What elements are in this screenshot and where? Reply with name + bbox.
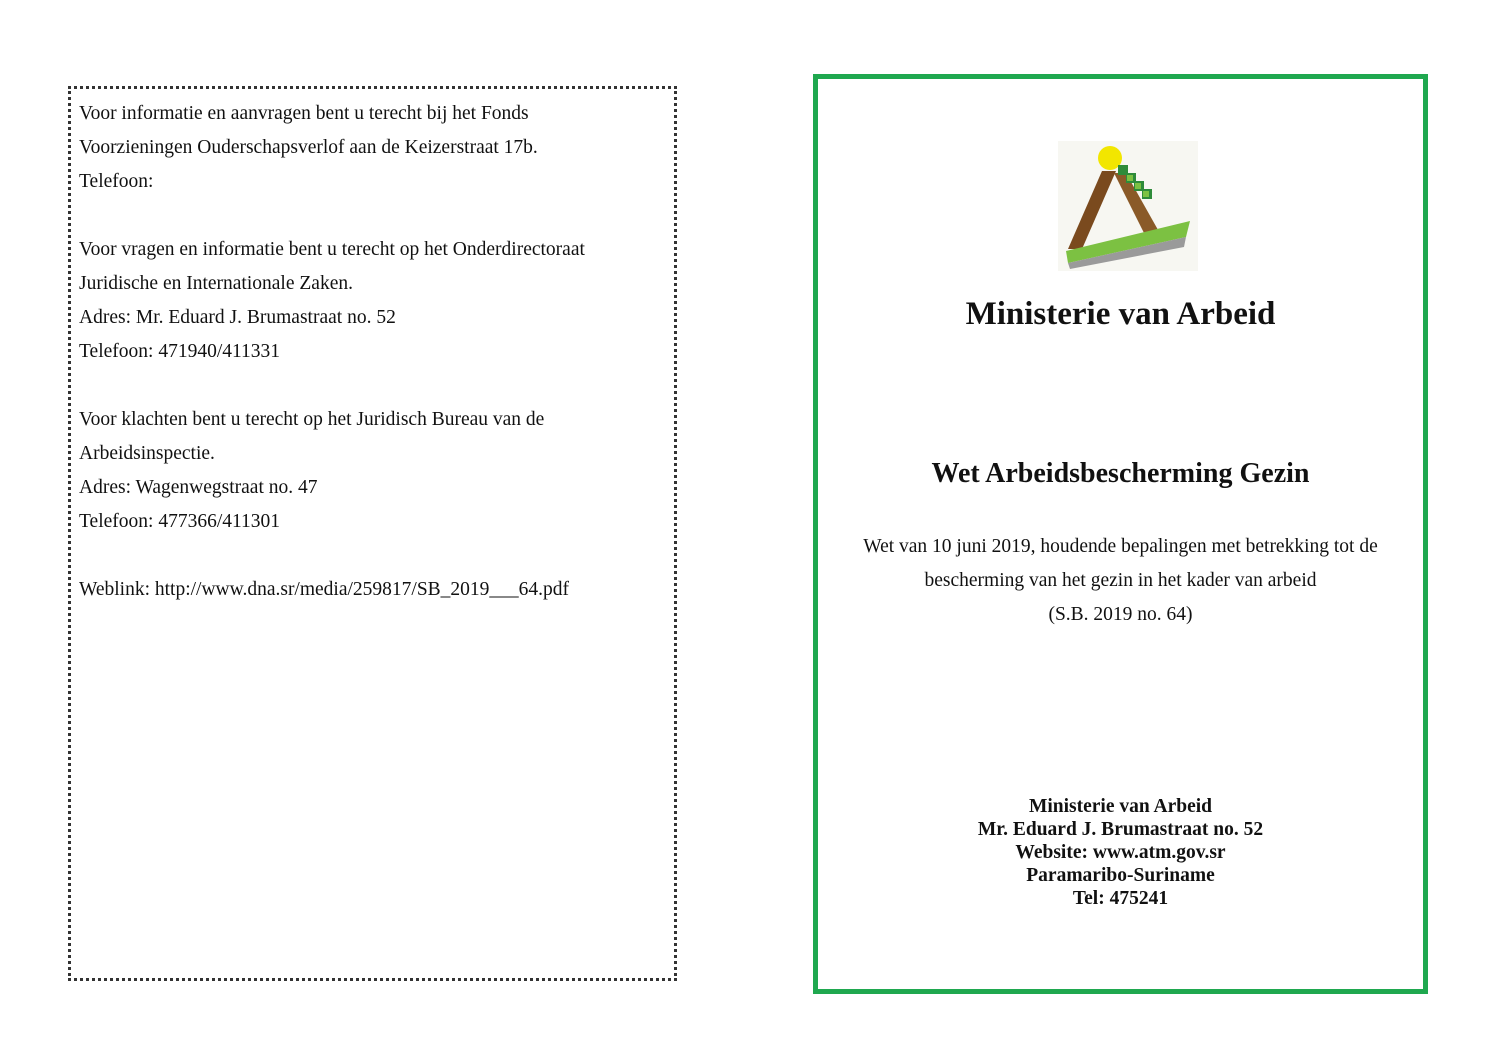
contact-block	[818, 795, 1423, 910]
weblink[interactable]: Weblink: http://www.dna.sr/media/259817/SB_2019___64.pdf	[79, 579, 570, 600]
law-description	[818, 530, 1423, 632]
contact-city: Paramaribo-Suriname	[1026, 865, 1215, 886]
info-line: Telefoon:	[79, 171, 154, 192]
info-block-klachten	[79, 403, 666, 539]
info-line: Telefoon: 471940/411331	[79, 341, 281, 362]
info-line: Arbeidsinspectie.	[79, 443, 215, 464]
info-line: Voor informatie en aanvragen bent u terecht bij het Fonds	[79, 103, 529, 124]
info-block-onderdirectoraat	[79, 233, 666, 369]
ministry-title: Ministerie van Arbeid	[965, 296, 1276, 332]
law-title: Wet Arbeidsbescherming Gezin	[931, 458, 1310, 489]
law-reference: (S.B. 2019 no. 64)	[1048, 604, 1193, 625]
law-description-line: Wet van 10 juni 2019, houdende bepalingen met betrekking tot de	[863, 536, 1378, 557]
info-block-weblink	[79, 573, 666, 607]
info-line: Voorzieningen Ouderschapsverlof aan de Keizerstraat 17b.	[79, 137, 538, 158]
info-line: Voor klachten bent u terecht op het Juridisch Bureau van de	[79, 409, 545, 430]
info-line: Adres: Mr. Eduard J. Brumastraat no. 52	[79, 307, 396, 328]
info-line: Voor vragen en informatie bent u terecht op het Onderdirectoraat	[79, 239, 585, 260]
contact-address: Mr. Eduard J. Brumastraat no. 52	[977, 819, 1264, 840]
info-panel	[68, 86, 677, 981]
contact-ministry: Ministerie van Arbeid	[1028, 796, 1213, 817]
cover-panel	[813, 74, 1428, 994]
info-line: Juridische en Internationale Zaken.	[79, 273, 353, 294]
info-block-fonds	[79, 97, 666, 199]
info-line: Adres: Wagenwegstraat no. 47	[79, 477, 318, 498]
ministry-logo-icon	[1058, 141, 1198, 271]
contact-phone: Tel: 475241	[1072, 888, 1169, 909]
contact-website[interactable]: Website: www.atm.gov.sr	[1015, 842, 1226, 863]
info-line: Telefoon: 477366/411301	[79, 511, 281, 532]
law-description-line: bescherming van het gezin in het kader van arbeid	[924, 570, 1317, 591]
